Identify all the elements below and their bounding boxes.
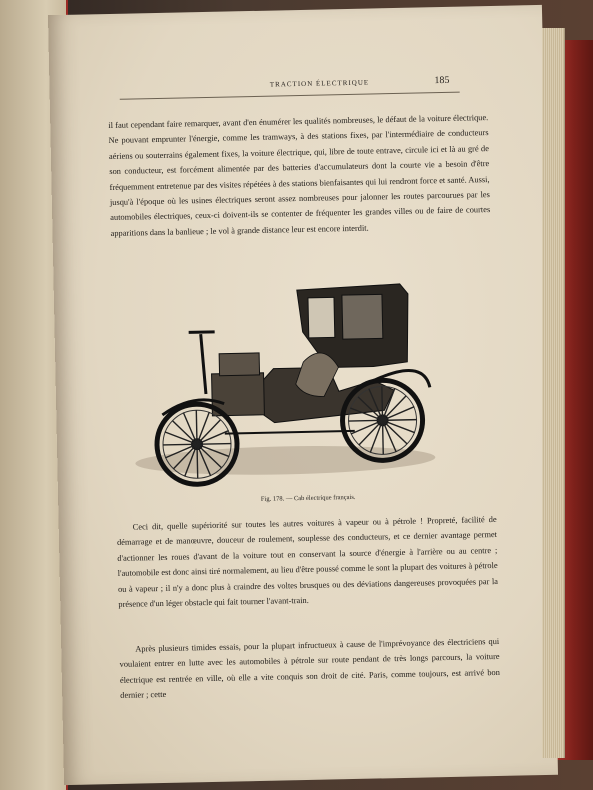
dashboard [219, 353, 259, 376]
paragraph-2: Ceci dit, quelle supériorité sur toutes les autres voitures à vapeur ou à pétrole ! Propreté, facilité de démarrage et de manœuvre, douceur de roulement, souplesse des conducteurs, et ce dernier avantage permet d'actionner les roues d'avant de la voiture tout en conservant la source d'énergie à l'arrière ou au centre ; l'automobile est donc ainsi tiré normalement, au lieu d'être poussé comme le sont la plupart des voitures à pétrole ou à vapeur ; il n'y a donc plus à craindre des voltes brusques ou des déviations dangereuses provoquées par la présence d'un léger obstacle qui fait tourner l'avant-train. [116, 514, 499, 609]
cab-window [308, 297, 335, 338]
book-page [48, 5, 558, 785]
page-number: 185 [434, 74, 450, 87]
paragraph-1: il faut cependant faire remarquer, avant d'en énumérer les qualités nombreuses, le défaut de la voiture électrique. Ne pouvant emprunter l'énergie, comme les tramways, à des stations fixes, par l'intermédiaire de conducteurs aériens ou souterrains également fixes, la voiture électrique, qui, libre de toute entrave, circule ici et là au gré de son conducteur, est forcément alimentée par des batteries d'accumulateurs dont la courte vie a besoin d'être fréquemment entretenue par des visites répétées à des stations bienfaisantes qui lui rendront force et santé. Aussi, jusqu'à l'époque où les usines électriques seront assez nombreuses pour jalonner les routes parcourues par les automobiles électriques, ceux-ci doivent-ils se contenter de fréquenter les grandes villes ou de faire de courtes apparitions dans la banlieue ; le vol à grande distance leur est encore interdit. [108, 113, 491, 238]
paragraph-3: Après plusieurs timides essais, pour la plupart infructueux à cause de l'imprévoyance des électriciens qui voulaient entrer en lutte avec les automobiles à pétrole sur route pendant de très longs parcours, la voiture électrique est rentrée en ville, où elle a vite conquis son droit de cité. Paris, comme toujours, est arrivé bon dernier ; cette [119, 636, 500, 701]
page-stack-edge [542, 28, 565, 758]
figure-electric-cab [121, 269, 445, 491]
figure-caption: Fig. 178. — Cab électrique français. [260, 493, 356, 503]
header-rule [120, 92, 460, 100]
cab-window-2 [342, 294, 383, 339]
chassis [225, 431, 355, 434]
steering-column [201, 334, 206, 394]
rear-wheel [342, 380, 424, 462]
running-head: TRACTION ÉLECTRIQUE [269, 78, 370, 89]
steering-wheel [189, 332, 215, 333]
front-wheel [156, 403, 238, 485]
